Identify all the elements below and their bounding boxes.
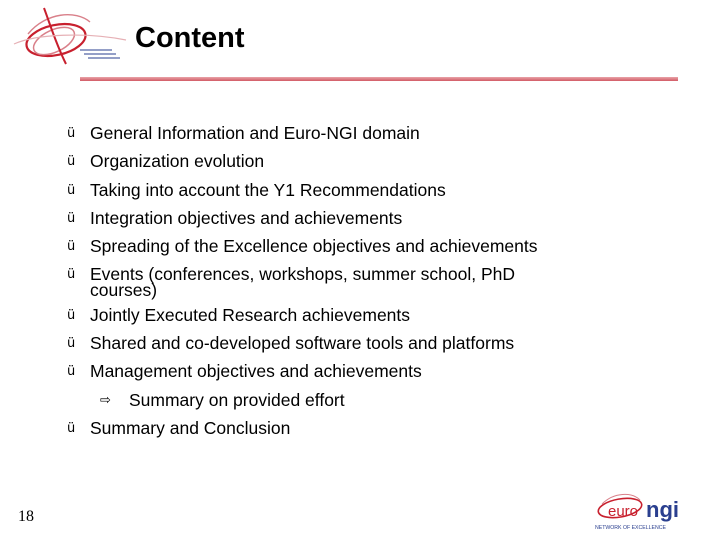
euro-ngi-logo [592,490,698,532]
agenda-item [67,181,677,200]
agenda-item-label: Summary and Conclusion [90,417,291,438]
check-icon: ü [67,154,76,170]
euro-ngi-swirl-logo [6,4,130,68]
agenda-item-label: Events (conferences, workshops, summer school, PhD [90,264,516,285]
check-icon: ü [67,267,76,283]
agenda-subitem [67,391,677,410]
slide-title: Content [135,22,245,54]
agenda-item-label: Taking into account the Y1 Recommendations [90,179,446,200]
check-icon: ü [67,336,76,352]
logo-prefix-text: euro [608,503,639,520]
agenda-item-label: General Information and Euro-NGI domain [90,123,420,143]
agenda-item [67,306,677,325]
agenda-item [67,124,677,143]
check-icon: ü [67,210,76,226]
check-icon: ü [67,364,76,380]
agenda-item-label: Organization evolution [90,151,265,172]
agenda-item-label: Jointly Executed Research achievements [90,304,411,325]
agenda-item [67,362,677,381]
title-underline [80,77,678,81]
agenda-item [67,152,677,171]
logo-suffix-text: ngi [646,497,679,522]
agenda-item [67,264,677,301]
agenda-item-label-continued: courses) [90,280,158,301]
agenda-item-label: Shared and co-developed software tools and platforms [90,333,515,354]
agenda-item [67,237,677,256]
check-icon: ü [67,420,76,436]
arrow-right-icon: ⇨ [100,392,111,408]
agenda-item [67,334,677,353]
agenda-item [67,209,677,228]
check-icon: ü [67,239,76,255]
check-icon: ü [67,307,76,323]
check-icon: ü [67,182,76,198]
agenda-list [67,124,677,447]
logo-tagline-text: NETWORK OF EXCELLENCE [595,525,666,531]
agenda-item [67,419,677,438]
agenda-item-label: Management objectives and achievements [90,361,422,382]
page-number: 18 [18,508,34,525]
check-icon: ü [67,126,76,141]
agenda-item-label: Spreading of the Excellence objectives and achievements [90,236,538,257]
agenda-subitem-label: Summary on provided effort [129,389,345,410]
agenda-item-label: Integration objectives and achievements [90,207,403,228]
